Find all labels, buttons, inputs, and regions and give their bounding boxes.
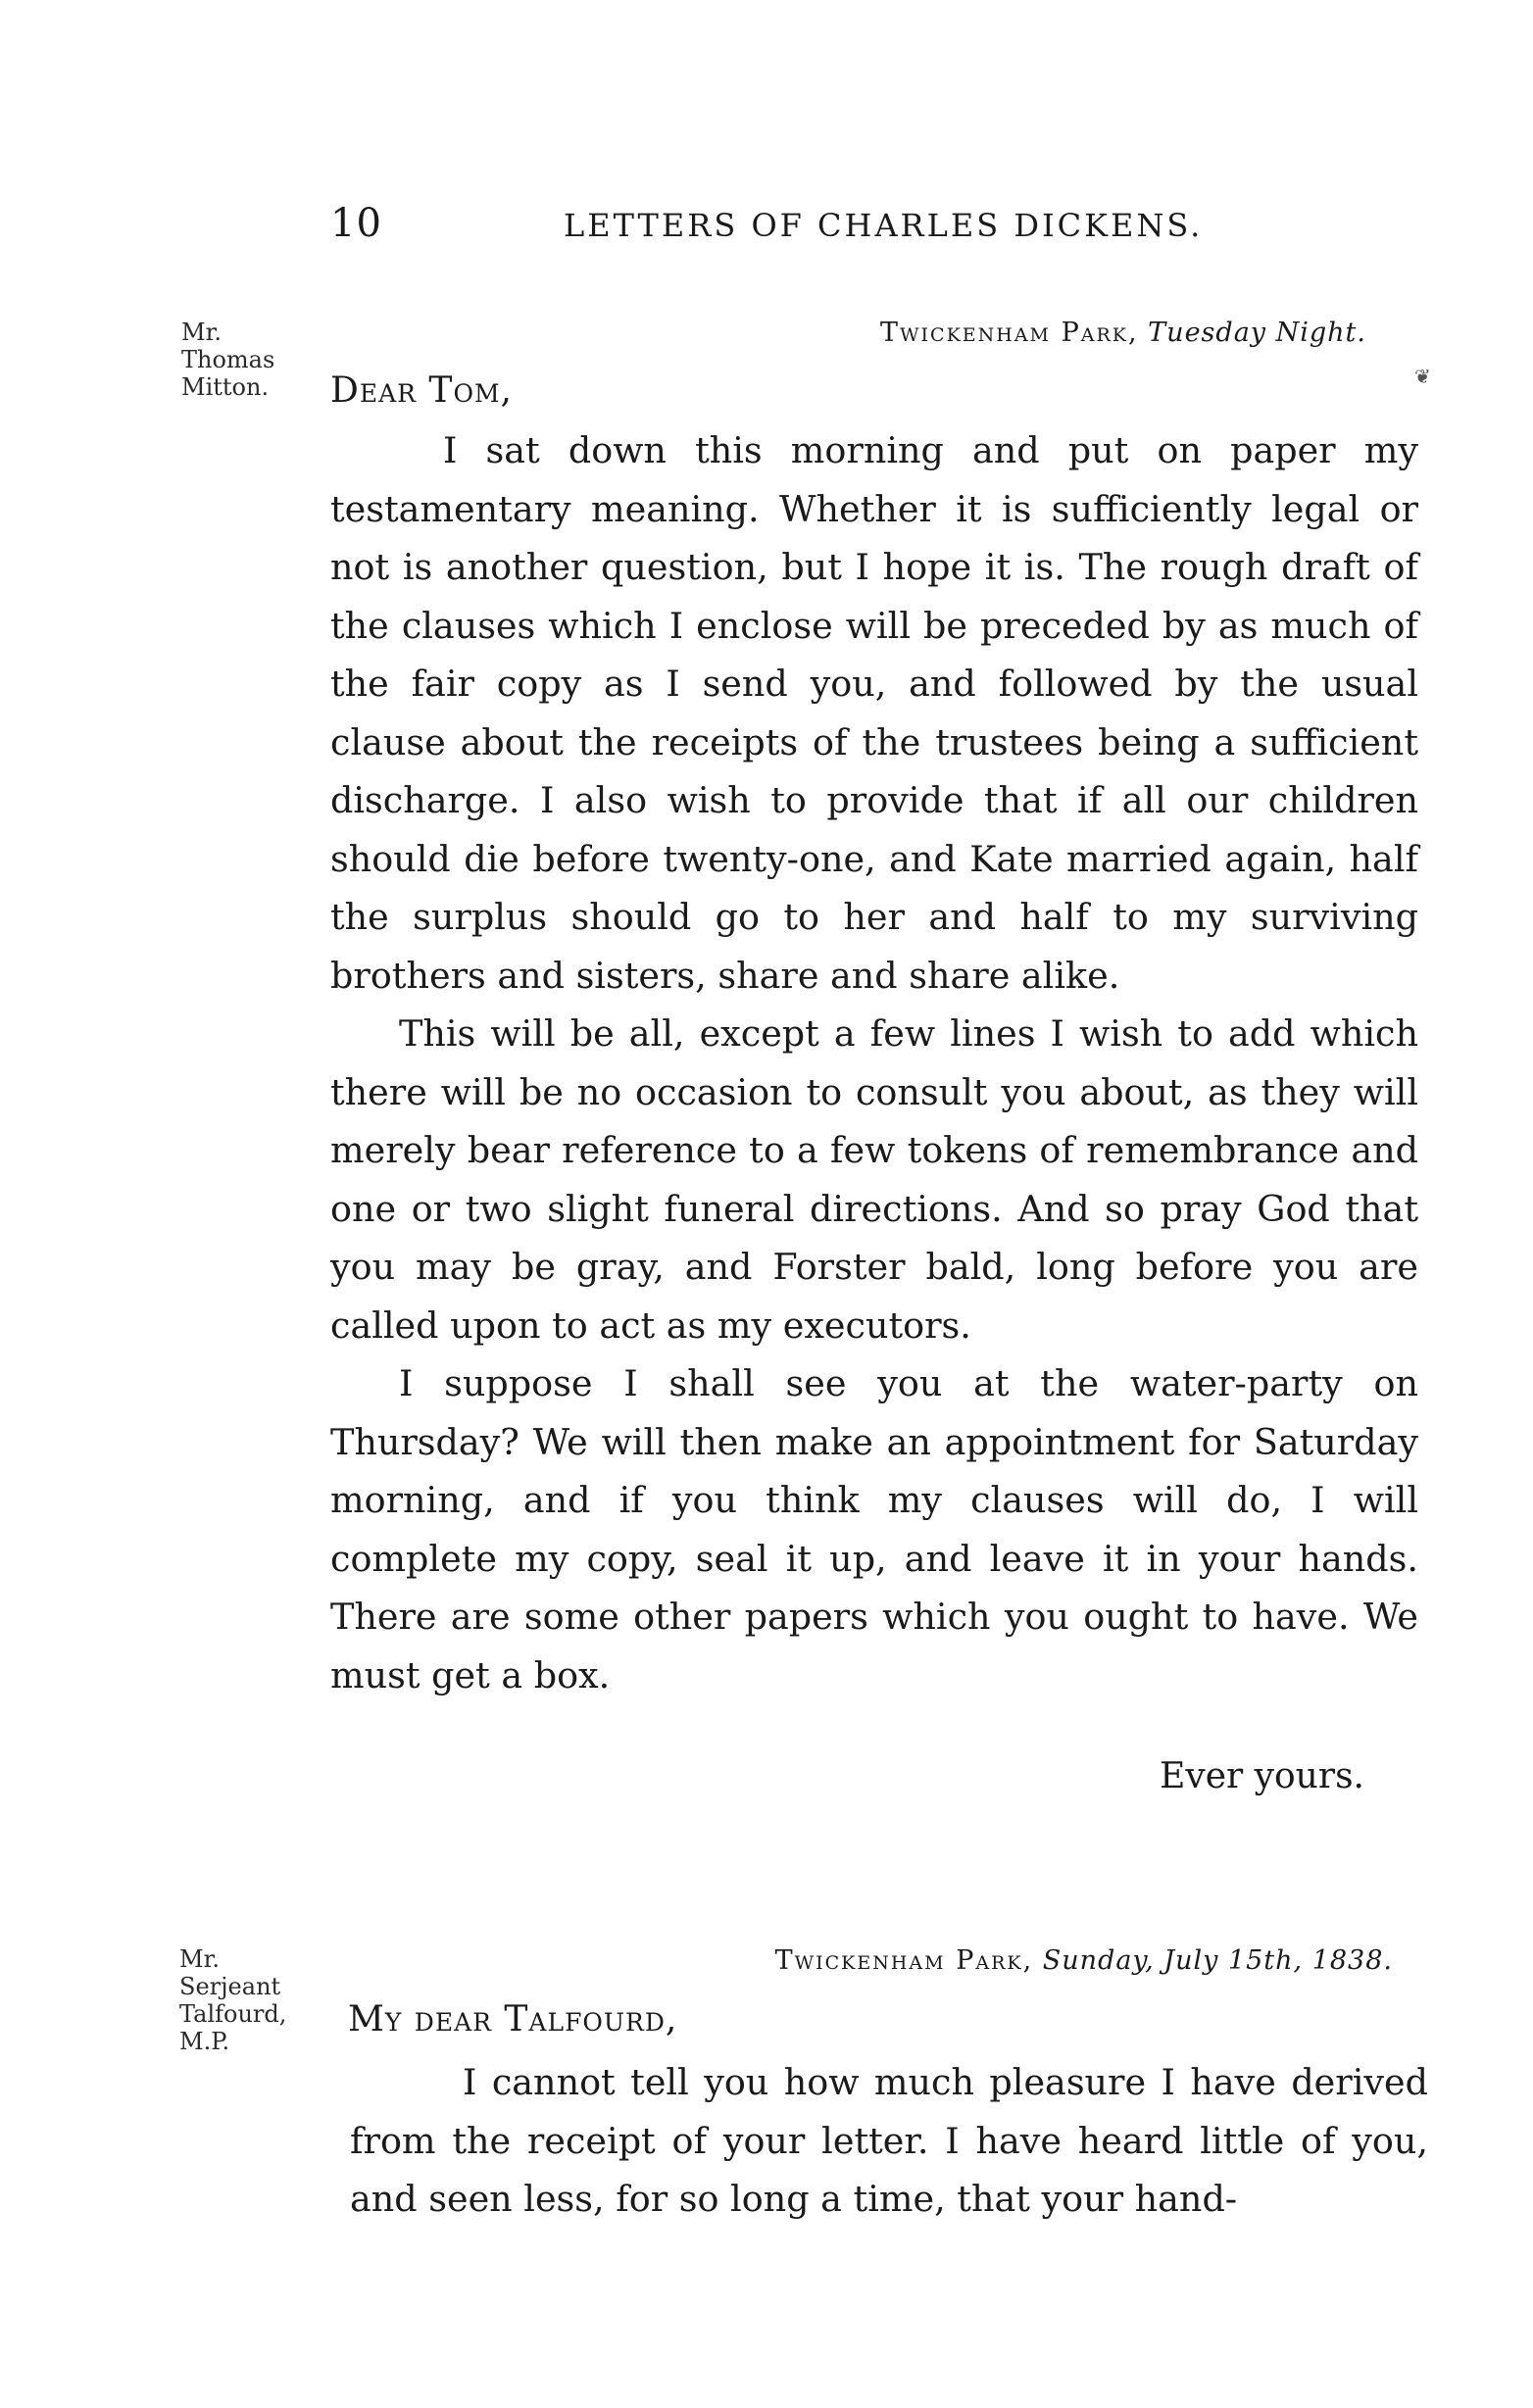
paragraph: I sat down this morning and put on paper my testamentary meaning. Whether it is sufficiently legal or not is another question, but I hope it is. The rough draft of the clauses which I enclose will be preceded by as much of the fair copy as I send you, and followed by the usual clause about the receipts of the trustees being a sufficient discharge. I also wish to provide that if all our children should die before twenty-one, and Kate married again, half the surplus should go to her and half to my surviving brothers and sisters, share and share alike. — [330, 429, 1418, 997]
dateline-time: Tuesday Night. — [1148, 318, 1366, 348]
recipient-sidenote: Mr. Thomas Mitton. — [181, 319, 275, 401]
recipient-sidenote: Mr. Serjeant Talfourd, M.P. — [179, 1945, 287, 2055]
salutation: Dear Tom, — [330, 370, 513, 411]
paragraph: I cannot tell you how much pleasure I have derived from the receipt of your letter. I have heard little of you, and seen less, for so long a time, that your hand- — [350, 2061, 1428, 2220]
paragraph: I suppose I shall see you at the water-party on Thursday? We will then make an appointment for Saturday morning, and if you think my clauses will do, I will complete my copy, seal it up, and leave it in your hands. There are some other papers which you ought to have. We must get a box. — [330, 1362, 1418, 1696]
dateline — [880, 318, 1366, 348]
running-title: LETTERS OF CHARLES DICKENS. — [564, 207, 1204, 244]
letter-body — [330, 421, 1418, 1704]
dateline — [775, 1945, 1393, 1976]
page-header — [0, 201, 1533, 260]
dateline-place: Twickenham Park, — [774, 1945, 1034, 1976]
letter-body — [350, 2053, 1428, 2229]
printer-mark: ❦ — [1414, 365, 1431, 388]
dateline-time: Sunday, July 15th, 1838. — [1042, 1945, 1393, 1976]
paragraph: This will be all, except a few lines I wish to add which there will be no occasion to consult you about, as they will merely bear reference to a few tokens of remembrance and one or two slight funeral directions. And so pray God that you may be gray, and Forster bald, long before you are called upon to act as my executors. — [330, 1012, 1418, 1347]
dateline-place: Twickenham Park, — [880, 318, 1139, 348]
closing: Ever yours. — [1160, 1756, 1364, 1796]
page-number: 10 — [330, 201, 382, 246]
salutation: My dear Talfourd, — [348, 1999, 678, 2039]
